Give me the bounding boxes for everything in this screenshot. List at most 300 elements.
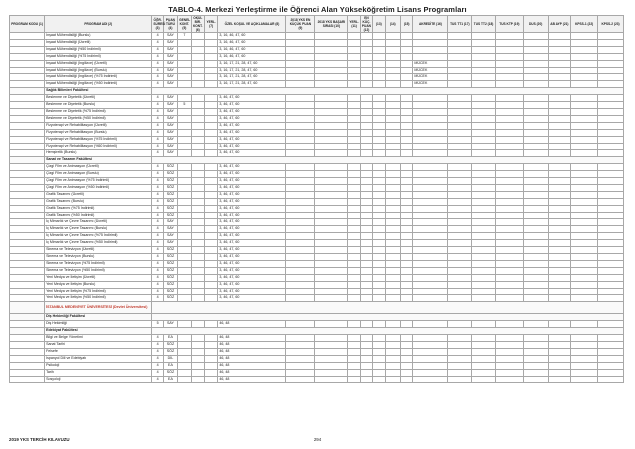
- table-row: [10, 102, 624, 109]
- program-name: Yeni Medya ve İletişim (Burslu): [45, 281, 152, 288]
- table-cell: [448, 254, 472, 261]
- table-row: [10, 129, 624, 136]
- accreditation: [413, 115, 448, 122]
- program-name: Fizyoterapi ve Rehabilitasyon (%75 İndirimli): [45, 136, 152, 143]
- program-code: [10, 254, 45, 261]
- table-cell: [360, 260, 372, 267]
- table-cell: [315, 376, 348, 383]
- duration: 4: [152, 341, 163, 348]
- table-cell: [204, 81, 217, 88]
- duration: 4: [152, 143, 163, 150]
- conditions: 3, 16, 17, 21, 28, 47, 60: [218, 60, 286, 67]
- table-cell: [495, 274, 523, 281]
- table-row: [10, 348, 624, 355]
- program-name: İç Mimarlık ve Çevre Tasarımı (Burslu): [45, 226, 152, 233]
- program-name: Beslenme ve Diyetetik (Ücretli): [45, 95, 152, 102]
- table-cell: [360, 60, 372, 67]
- program-name: Grafik Tasarımı (Burslu): [45, 198, 152, 205]
- quota: [178, 321, 191, 328]
- column-header: ÖZEL KOŞUL VE AÇIKLAMALAR (8): [218, 16, 286, 33]
- table-cell: [204, 60, 217, 67]
- table-cell: [523, 369, 548, 376]
- score-type: SÖZ: [163, 348, 177, 355]
- table-cell: [472, 108, 496, 115]
- table-cell: [204, 212, 217, 219]
- table-cell: [472, 295, 496, 302]
- table-cell: [598, 198, 624, 205]
- table-cell: [348, 198, 360, 205]
- score-type: SÖZ: [163, 254, 177, 261]
- table-cell: [571, 295, 598, 302]
- table-cell: [472, 67, 496, 74]
- table-cell: [286, 102, 315, 109]
- score-type: SÖZ: [163, 212, 177, 219]
- conditions: 3, 46, 47, 60: [218, 274, 286, 281]
- table-cell: [571, 348, 598, 355]
- table-cell: [400, 178, 412, 185]
- score-type: SÖZ: [163, 260, 177, 267]
- table-cell: [448, 122, 472, 129]
- table-cell: [448, 39, 472, 46]
- table-cell: [448, 295, 472, 302]
- table-cell: [360, 67, 372, 74]
- table-cell: [286, 355, 315, 362]
- table-cell: [191, 362, 204, 369]
- section-title: Sağlık Bilimleri Fakültesi: [45, 88, 152, 95]
- table-cell: [548, 247, 571, 254]
- conditions: 3, 46, 47, 60: [218, 295, 286, 302]
- table-cell: [204, 143, 217, 150]
- table-cell: [548, 219, 571, 226]
- table-cell: [495, 281, 523, 288]
- table-cell: [348, 115, 360, 122]
- table-cell: [571, 143, 598, 150]
- table-row: [10, 295, 624, 302]
- table-cell: [400, 321, 412, 328]
- table-cell: [400, 102, 412, 109]
- table-cell: [523, 184, 548, 191]
- table-cell: [360, 129, 372, 136]
- program-code: [10, 129, 45, 136]
- table-row: [10, 321, 624, 328]
- table-cell: [204, 226, 217, 233]
- table-cell: [204, 260, 217, 267]
- column-header: DUS (20): [523, 16, 548, 33]
- table-row: [10, 233, 624, 240]
- score-type: SAY: [163, 74, 177, 81]
- program-name: İnşaat Mühendisliği (İngilizce) (%50 İndirimli): [45, 81, 152, 88]
- table-cell: [385, 198, 400, 205]
- table-cell: [191, 247, 204, 254]
- table-cell: [598, 226, 624, 233]
- table-row: [10, 205, 624, 212]
- table-cell: [548, 129, 571, 136]
- table-cell: [373, 115, 385, 122]
- table-cell: [548, 376, 571, 383]
- table-row: [10, 39, 624, 46]
- table-cell: [472, 150, 496, 157]
- table-cell: [286, 321, 315, 328]
- program-name: İnşaat Mühendisliği (%75 İndirimli): [45, 53, 152, 60]
- table-row: [10, 274, 624, 281]
- conditions: 3, 16, 46, 47, 60: [218, 39, 286, 46]
- table-cell: [400, 33, 412, 40]
- conditions: 3, 16, 46, 47, 60: [218, 33, 286, 40]
- table-cell: [286, 95, 315, 102]
- duration: 4: [152, 178, 163, 185]
- table-cell: [348, 295, 360, 302]
- accreditation: [413, 341, 448, 348]
- table-cell: [348, 108, 360, 115]
- accreditation: [413, 335, 448, 342]
- duration: 4: [152, 164, 163, 171]
- section-filler: [152, 88, 624, 95]
- table-cell: [571, 226, 598, 233]
- score-type: SÖZ: [163, 184, 177, 191]
- duration: 4: [152, 191, 163, 198]
- table-cell: [191, 274, 204, 281]
- table-cell: [523, 288, 548, 295]
- score-type: SAY: [163, 102, 177, 109]
- duration: 4: [152, 136, 163, 143]
- score-type: SAY: [163, 321, 177, 328]
- table-cell: [400, 129, 412, 136]
- table-cell: [373, 260, 385, 267]
- quota: [178, 341, 191, 348]
- table-cell: [548, 74, 571, 81]
- table-cell: [548, 212, 571, 219]
- quota: [178, 122, 191, 129]
- table-cell: [548, 369, 571, 376]
- table-cell: [385, 240, 400, 247]
- table-cell: [495, 81, 523, 88]
- table-cell: [286, 122, 315, 129]
- table-cell: [495, 150, 523, 157]
- section-filler: [152, 314, 624, 321]
- table-cell: [204, 254, 217, 261]
- column-header: YERL. (11): [348, 16, 360, 33]
- table-cell: [495, 136, 523, 143]
- table-cell: [598, 335, 624, 342]
- column-header: (15): [400, 16, 412, 33]
- accreditation: [413, 369, 448, 376]
- table-cell: [204, 102, 217, 109]
- table-cell: [315, 281, 348, 288]
- table-cell: [472, 254, 496, 261]
- table-cell: [548, 108, 571, 115]
- accreditation: [413, 281, 448, 288]
- table-cell: [495, 39, 523, 46]
- table-cell: [548, 191, 571, 198]
- accreditation: MÜCEK: [413, 60, 448, 67]
- table-cell: [373, 150, 385, 157]
- duration: 4: [152, 362, 163, 369]
- table-cell: [315, 46, 348, 53]
- section-row: [10, 88, 624, 95]
- section-row: [10, 157, 624, 164]
- table-cell: [191, 39, 204, 46]
- table-cell: [495, 115, 523, 122]
- score-type: SÖZ: [163, 281, 177, 288]
- quota: [178, 295, 191, 302]
- table-cell: [348, 247, 360, 254]
- table-cell: [495, 260, 523, 267]
- table-cell: [286, 74, 315, 81]
- table-cell: [523, 143, 548, 150]
- quota: [178, 81, 191, 88]
- table-cell: [360, 295, 372, 302]
- accreditation: MÜCEK: [413, 81, 448, 88]
- program-name: Psikoloji: [45, 362, 152, 369]
- table-cell: [286, 81, 315, 88]
- table-cell: [360, 281, 372, 288]
- table-cell: [400, 191, 412, 198]
- table-cell: [548, 60, 571, 67]
- table-cell: [598, 281, 624, 288]
- table-cell: [204, 233, 217, 240]
- table-cell: [348, 53, 360, 60]
- table-cell: [400, 240, 412, 247]
- table-cell: [571, 205, 598, 212]
- table-cell: [286, 281, 315, 288]
- table-cell: [373, 212, 385, 219]
- table-cell: [448, 115, 472, 122]
- table-cell: [360, 288, 372, 295]
- table-cell: [348, 136, 360, 143]
- program-code: [10, 274, 45, 281]
- table-cell: [571, 240, 598, 247]
- score-type: SÖZ: [163, 369, 177, 376]
- table-cell: [315, 81, 348, 88]
- table-cell: [598, 267, 624, 274]
- program-code: [10, 288, 45, 295]
- table-cell: [523, 212, 548, 219]
- table-cell: [448, 267, 472, 274]
- conditions: 3, 46, 47, 60: [218, 254, 286, 261]
- duration: 4: [152, 369, 163, 376]
- table-cell: [360, 136, 372, 143]
- program-name: İnşaat Mühendisliği (%50 İndirimli): [45, 46, 152, 53]
- conditions: 3, 46, 47, 60: [218, 150, 286, 157]
- section-title: Diş Hekimliği Fakültesi: [45, 314, 152, 321]
- table-cell: [360, 233, 372, 240]
- table-cell: [373, 226, 385, 233]
- table-cell: [348, 348, 360, 355]
- table-cell: [548, 164, 571, 171]
- table-cell: [191, 321, 204, 328]
- accreditation: [413, 164, 448, 171]
- table-cell: [400, 164, 412, 171]
- table-cell: [495, 60, 523, 67]
- program-code: [10, 102, 45, 109]
- table-cell: [400, 198, 412, 205]
- table-cell: [315, 39, 348, 46]
- table-cell: [495, 205, 523, 212]
- table-cell: [385, 95, 400, 102]
- table-row: [10, 219, 624, 226]
- section-title: Edebiyat Fakültesi: [45, 328, 152, 335]
- table-cell: [400, 205, 412, 212]
- conditions: 3, 46, 47, 60: [218, 178, 286, 185]
- table-cell: [598, 164, 624, 171]
- program-code: [10, 67, 45, 74]
- table-cell: [360, 164, 372, 171]
- table-cell: [523, 219, 548, 226]
- table-cell: [204, 267, 217, 274]
- conditions: 3, 46, 47, 60: [218, 115, 286, 122]
- quota: [178, 260, 191, 267]
- table-cell: [571, 355, 598, 362]
- table-cell: [191, 178, 204, 185]
- accreditation: [413, 355, 448, 362]
- program-name: İnşaat Mühendisliği (İngilizce) (Ücretli): [45, 60, 152, 67]
- table-cell: [373, 39, 385, 46]
- table-cell: [373, 136, 385, 143]
- table-cell: [571, 95, 598, 102]
- table-cell: [448, 369, 472, 376]
- program-name: İnşaat Mühendisliği (İngilizce) (Burslu): [45, 67, 152, 74]
- table-row: [10, 53, 624, 60]
- conditions: 46, 48: [218, 335, 286, 342]
- conditions: 3, 46, 47, 60: [218, 95, 286, 102]
- table-cell: [472, 348, 496, 355]
- table-cell: [191, 369, 204, 376]
- table-cell: [385, 191, 400, 198]
- table-cell: [495, 355, 523, 362]
- table-cell: [348, 369, 360, 376]
- accreditation: [413, 233, 448, 240]
- table-cell: [191, 240, 204, 247]
- table-cell: [598, 115, 624, 122]
- conditions: 3, 16, 17, 21, 28, 47, 60: [218, 81, 286, 88]
- table-cell: [448, 288, 472, 295]
- table-cell: [400, 247, 412, 254]
- quota: [178, 281, 191, 288]
- quota: [178, 143, 191, 150]
- table-cell: [204, 198, 217, 205]
- table-cell: [348, 281, 360, 288]
- table-cell: [385, 369, 400, 376]
- quota: [178, 136, 191, 143]
- table-cell: [385, 60, 400, 67]
- table-cell: [385, 281, 400, 288]
- table-cell: [448, 171, 472, 178]
- quota: [178, 178, 191, 185]
- table-cell: [523, 362, 548, 369]
- table-cell: [348, 60, 360, 67]
- quota: [178, 247, 191, 254]
- score-type: SÖZ: [163, 198, 177, 205]
- accreditation: [413, 136, 448, 143]
- table-cell: [472, 260, 496, 267]
- program-name: Beslenme ve Diyetetik (%75 İndirimli): [45, 108, 152, 115]
- table-cell: [472, 335, 496, 342]
- table-cell: [523, 191, 548, 198]
- table-row: [10, 288, 624, 295]
- table-cell: [191, 136, 204, 143]
- table-cell: [315, 254, 348, 261]
- table-cell: [373, 108, 385, 115]
- table-row: [10, 143, 624, 150]
- table-cell: [191, 81, 204, 88]
- table-cell: [385, 274, 400, 281]
- table-cell: [400, 254, 412, 261]
- quota: [178, 74, 191, 81]
- table-cell: [523, 60, 548, 67]
- table-cell: [191, 115, 204, 122]
- table-cell: [495, 341, 523, 348]
- table-cell: [571, 67, 598, 74]
- table-cell: [400, 212, 412, 219]
- score-type: SAY: [163, 226, 177, 233]
- program-name: İnşaat Mühendisliği (Ücretli): [45, 39, 152, 46]
- table-cell: [495, 376, 523, 383]
- table-cell: [348, 219, 360, 226]
- table-cell: [348, 74, 360, 81]
- table-cell: [373, 129, 385, 136]
- table-cell: [348, 226, 360, 233]
- quota: [178, 150, 191, 157]
- program-code: [10, 198, 45, 205]
- program-name: Felsefe: [45, 348, 152, 355]
- table-cell: [571, 362, 598, 369]
- table-cell: [315, 60, 348, 67]
- table-cell: [191, 355, 204, 362]
- table-cell: [348, 288, 360, 295]
- table-cell: [373, 74, 385, 81]
- table-cell: [548, 171, 571, 178]
- conditions: 3, 46, 47, 60: [218, 171, 286, 178]
- program-code: [10, 341, 45, 348]
- table-cell: [548, 46, 571, 53]
- program-code: [10, 143, 45, 150]
- program-code: [10, 247, 45, 254]
- quota: [178, 274, 191, 281]
- table-cell: [448, 198, 472, 205]
- table-cell: [286, 184, 315, 191]
- table-cell: [348, 143, 360, 150]
- table-cell: [548, 136, 571, 143]
- conditions: 46, 48: [218, 321, 286, 328]
- table-row: [10, 335, 624, 342]
- table-cell: [191, 341, 204, 348]
- table-cell: [571, 335, 598, 342]
- column-header: 2018 YKS EN KÜÇÜK PUAN (9): [286, 16, 315, 33]
- table-cell: [400, 348, 412, 355]
- accreditation: [413, 288, 448, 295]
- table-cell: [571, 74, 598, 81]
- table-cell: [385, 288, 400, 295]
- table-cell: [400, 335, 412, 342]
- program-name: Sinema ve Televizyon (%75 İndirimli): [45, 260, 152, 267]
- table-cell: [385, 178, 400, 185]
- table-cell: [472, 81, 496, 88]
- table-cell: [523, 39, 548, 46]
- table-row: [10, 198, 624, 205]
- table-cell: [472, 171, 496, 178]
- table-cell: [598, 129, 624, 136]
- duration: 4: [152, 184, 163, 191]
- table-cell: [548, 348, 571, 355]
- table-cell: [548, 362, 571, 369]
- table-cell: [495, 362, 523, 369]
- score-type: SÖZ: [163, 164, 177, 171]
- conditions: 3, 46, 47, 60: [218, 212, 286, 219]
- table-row: [10, 33, 624, 40]
- table-cell: [373, 362, 385, 369]
- duration: 4: [152, 233, 163, 240]
- table-cell: [548, 341, 571, 348]
